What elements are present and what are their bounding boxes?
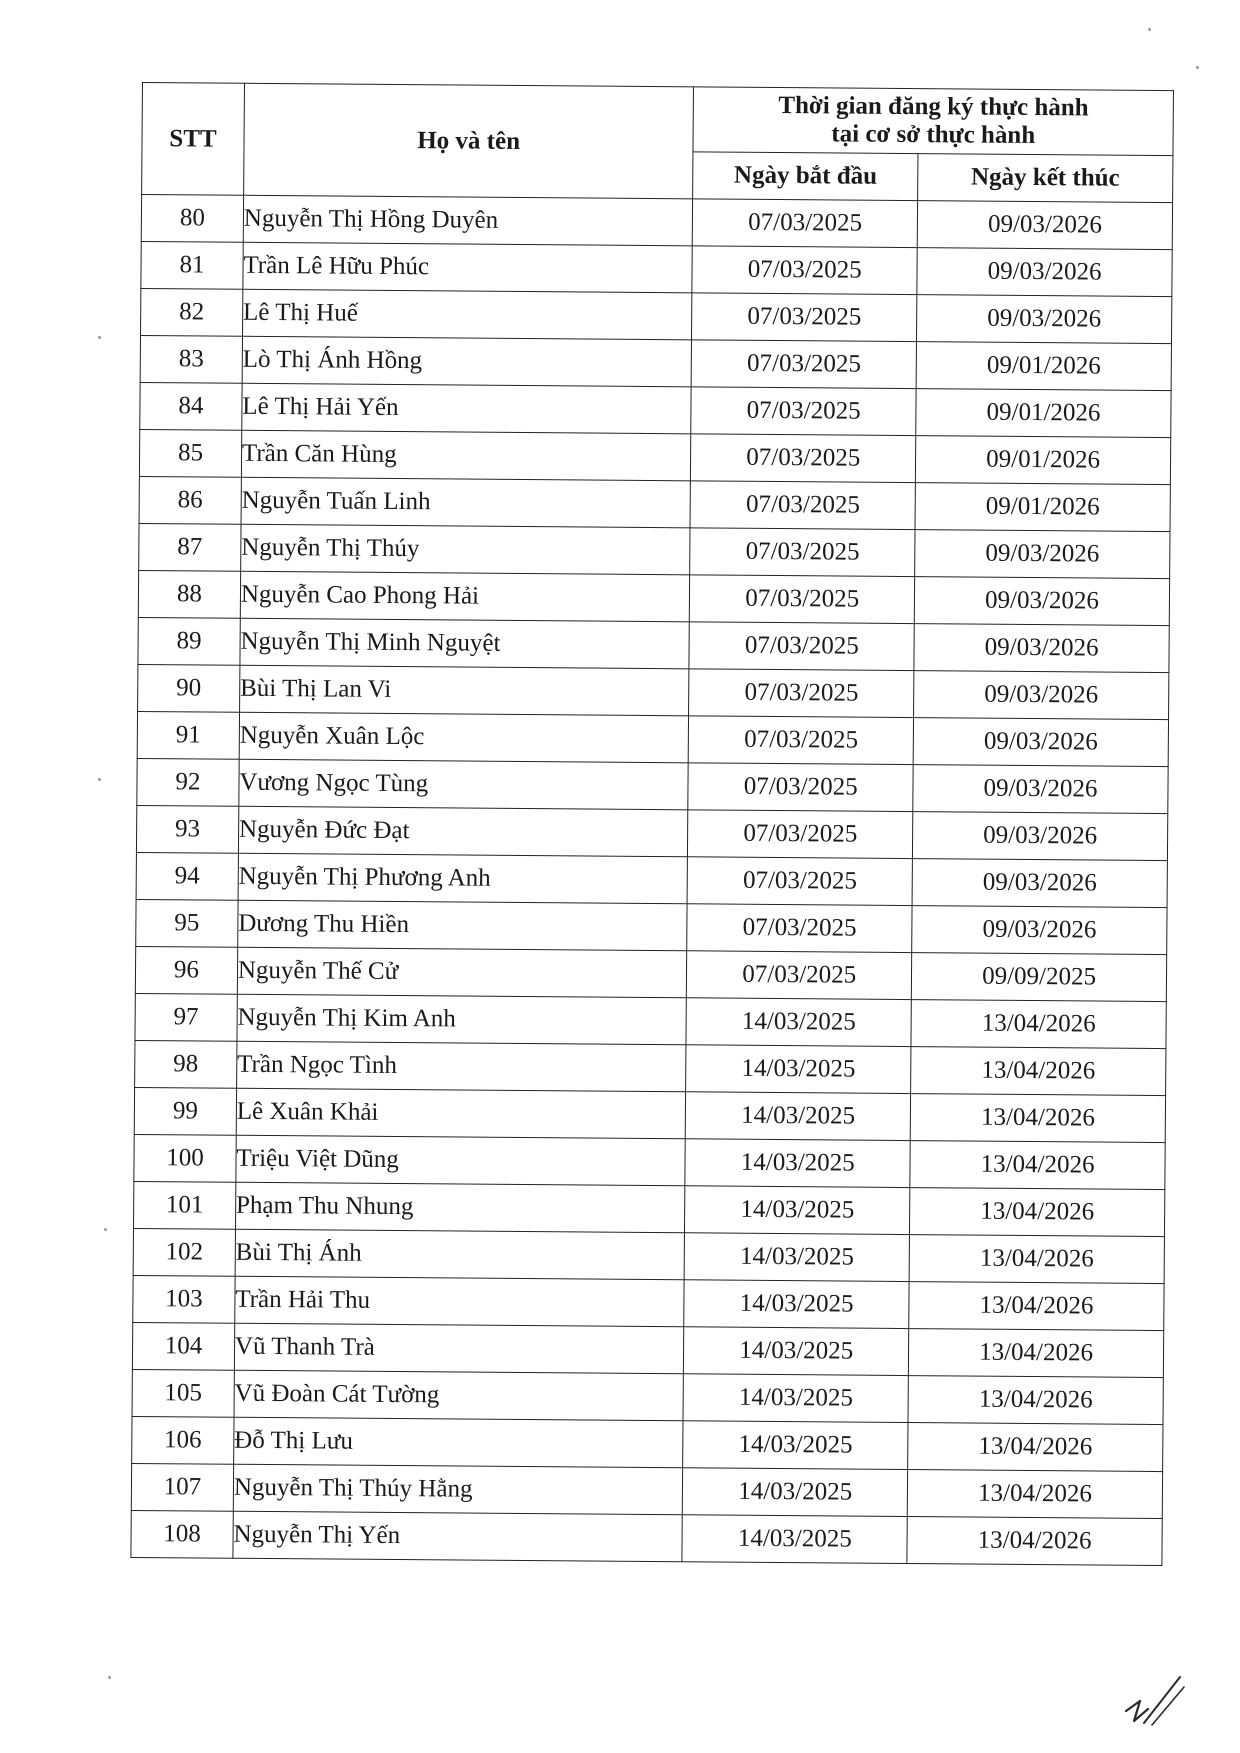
row-stt: 86 bbox=[139, 476, 241, 524]
row-end-date: 13/04/2026 bbox=[909, 1329, 1164, 1378]
row-name: Nguyễn Thị Kim Anh bbox=[237, 994, 687, 1045]
row-end-date: 09/03/2026 bbox=[914, 624, 1169, 673]
table-row bbox=[138, 617, 1169, 672]
row-end-date: 09/03/2026 bbox=[913, 812, 1168, 861]
row-name: Dương Thu Hiền bbox=[238, 900, 688, 951]
table-row bbox=[140, 382, 1171, 437]
row-start-date: 14/03/2025 bbox=[682, 1515, 907, 1564]
row-stt: 95 bbox=[136, 899, 238, 947]
row-stt: 94 bbox=[136, 852, 238, 900]
row-stt: 91 bbox=[137, 711, 239, 759]
row-start-date: 14/03/2025 bbox=[686, 998, 911, 1047]
row-stt: 106 bbox=[132, 1416, 234, 1464]
row-stt: 100 bbox=[134, 1134, 236, 1182]
table-row bbox=[133, 1275, 1164, 1330]
table-row bbox=[135, 1040, 1166, 1095]
row-name: Nguyễn Đức Đạt bbox=[238, 806, 688, 857]
row-name: Nguyễn Thị Minh Nguyệt bbox=[240, 618, 690, 669]
row-stt: 107 bbox=[131, 1463, 233, 1511]
row-name: Trần Lê Hữu Phúc bbox=[243, 242, 693, 293]
table-row bbox=[137, 758, 1168, 813]
row-end-date: 09/01/2026 bbox=[915, 483, 1170, 532]
row-start-date: 14/03/2025 bbox=[685, 1186, 910, 1235]
row-name: Lê Xuân Khải bbox=[236, 1088, 686, 1139]
scan-speck bbox=[1148, 28, 1151, 31]
row-name: Trần Ngọc Tình bbox=[237, 1041, 687, 1092]
table-row bbox=[136, 852, 1167, 907]
row-name: Trần Hải Thu bbox=[235, 1276, 685, 1327]
table-row bbox=[134, 1134, 1165, 1189]
table-header bbox=[142, 83, 1174, 203]
row-start-date: 07/03/2025 bbox=[691, 434, 916, 483]
handwritten-initial-icon bbox=[1118, 1665, 1188, 1735]
row-stt: 89 bbox=[138, 617, 240, 665]
row-end-date: 09/03/2026 bbox=[912, 906, 1167, 955]
row-stt: 88 bbox=[138, 570, 240, 618]
row-start-date: 07/03/2025 bbox=[692, 246, 917, 295]
row-end-date: 09/03/2026 bbox=[914, 671, 1169, 720]
row-stt: 82 bbox=[141, 288, 243, 336]
row-start-date: 07/03/2025 bbox=[688, 763, 913, 812]
row-name: Lò Thị Ánh Hồng bbox=[242, 336, 692, 387]
row-start-date: 07/03/2025 bbox=[690, 528, 915, 577]
row-name: Nguyễn Thị Thúy Hằng bbox=[233, 1464, 683, 1515]
row-end-date: 13/04/2026 bbox=[907, 1517, 1162, 1566]
row-name: Vũ Đoàn Cát Tường bbox=[234, 1370, 684, 1421]
row-start-date: 14/03/2025 bbox=[686, 1045, 911, 1094]
header-end-date: Ngày kết thúc bbox=[918, 154, 1173, 203]
row-end-date: 13/04/2026 bbox=[908, 1423, 1163, 1472]
row-stt: 102 bbox=[133, 1228, 235, 1276]
table-row bbox=[141, 195, 1172, 250]
row-end-date: 09/03/2026 bbox=[912, 859, 1167, 908]
row-stt: 87 bbox=[139, 523, 241, 571]
row-name: Triệu Việt Dũng bbox=[236, 1135, 686, 1186]
table-row bbox=[141, 288, 1172, 343]
row-stt: 93 bbox=[136, 805, 238, 853]
row-stt: 97 bbox=[135, 993, 237, 1041]
header-stt: STT bbox=[142, 83, 245, 196]
row-stt: 105 bbox=[132, 1369, 234, 1417]
table-row bbox=[136, 805, 1167, 860]
row-start-date: 14/03/2025 bbox=[686, 1092, 911, 1141]
row-name: Nguyễn Thị Yến bbox=[233, 1511, 683, 1562]
table-row bbox=[137, 711, 1168, 766]
row-stt: 104 bbox=[132, 1322, 234, 1370]
scan-speck bbox=[98, 336, 101, 339]
row-end-date: 13/04/2026 bbox=[909, 1235, 1164, 1284]
row-start-date: 07/03/2025 bbox=[693, 199, 918, 248]
row-name: Nguyễn Tuấn Linh bbox=[241, 477, 691, 528]
row-end-date: 13/04/2026 bbox=[911, 1000, 1166, 1049]
registration-table bbox=[130, 82, 1174, 1566]
row-end-date: 13/04/2026 bbox=[909, 1282, 1164, 1331]
row-end-date: 09/01/2026 bbox=[916, 436, 1171, 485]
table-row bbox=[135, 993, 1166, 1048]
row-start-date: 07/03/2025 bbox=[691, 340, 916, 389]
table-row bbox=[131, 1510, 1162, 1565]
row-name: Lê Thị Huế bbox=[242, 289, 692, 340]
row-start-date: 07/03/2025 bbox=[688, 810, 913, 859]
table-row bbox=[135, 946, 1166, 1001]
row-start-date: 14/03/2025 bbox=[685, 1139, 910, 1188]
scan-speck bbox=[104, 1228, 107, 1231]
row-name: Đỗ Thị Lưu bbox=[234, 1417, 684, 1468]
row-name: Bùi Thị Ánh bbox=[235, 1229, 685, 1280]
row-start-date: 07/03/2025 bbox=[687, 951, 912, 1000]
table-row bbox=[139, 476, 1170, 531]
row-name: Trần Căn Hùng bbox=[241, 430, 691, 481]
row-stt: 98 bbox=[135, 1040, 237, 1088]
row-stt: 81 bbox=[141, 241, 243, 289]
table-row bbox=[133, 1181, 1164, 1236]
row-end-date: 09/03/2026 bbox=[917, 295, 1172, 344]
row-end-date: 09/03/2026 bbox=[913, 718, 1168, 767]
row-end-date: 13/04/2026 bbox=[908, 1376, 1163, 1425]
table-row bbox=[131, 1463, 1162, 1518]
row-start-date: 07/03/2025 bbox=[689, 669, 914, 718]
table-row bbox=[141, 241, 1172, 296]
header-period-line2: tại cơ sở thực hành bbox=[831, 120, 1036, 150]
row-start-date: 14/03/2025 bbox=[684, 1280, 909, 1329]
row-end-date: 09/03/2026 bbox=[913, 765, 1168, 814]
row-name: Vũ Thanh Trà bbox=[234, 1323, 684, 1374]
row-end-date: 13/04/2026 bbox=[910, 1141, 1165, 1190]
header-name: Họ và tên bbox=[244, 83, 694, 199]
row-stt: 101 bbox=[133, 1181, 235, 1229]
row-stt: 99 bbox=[134, 1087, 236, 1135]
scan-speck bbox=[108, 1676, 111, 1679]
row-start-date: 14/03/2025 bbox=[684, 1327, 909, 1376]
row-start-date: 07/03/2025 bbox=[691, 387, 916, 436]
row-name: Nguyễn Thế Cử bbox=[237, 947, 687, 998]
row-start-date: 07/03/2025 bbox=[690, 575, 915, 624]
row-name: Phạm Thu Nhung bbox=[235, 1182, 685, 1233]
row-name: Nguyễn Thị Hồng Duyên bbox=[243, 195, 693, 246]
row-start-date: 14/03/2025 bbox=[684, 1233, 909, 1282]
row-name: Nguyễn Xuân Lộc bbox=[239, 712, 689, 763]
table-row bbox=[139, 523, 1170, 578]
row-end-date: 09/01/2026 bbox=[916, 342, 1171, 391]
row-end-date: 09/03/2026 bbox=[917, 201, 1172, 250]
row-stt: 108 bbox=[131, 1510, 233, 1558]
row-end-date: 13/04/2026 bbox=[910, 1094, 1165, 1143]
row-start-date: 07/03/2025 bbox=[687, 904, 912, 953]
row-end-date: 09/03/2026 bbox=[917, 248, 1172, 297]
row-end-date: 13/04/2026 bbox=[910, 1188, 1165, 1237]
table-row bbox=[136, 899, 1167, 954]
row-stt: 92 bbox=[137, 758, 239, 806]
row-name: Nguyễn Thị Phương Anh bbox=[238, 853, 688, 904]
row-end-date: 09/03/2026 bbox=[915, 530, 1170, 579]
row-start-date: 14/03/2025 bbox=[683, 1468, 908, 1517]
table-row bbox=[140, 335, 1171, 390]
row-end-date: 13/04/2026 bbox=[911, 1047, 1166, 1096]
header-period-line1: Thời gian đăng ký thực hành bbox=[778, 91, 1089, 122]
row-end-date: 09/01/2026 bbox=[916, 389, 1171, 438]
row-stt: 80 bbox=[141, 195, 243, 243]
table-body bbox=[131, 195, 1173, 1566]
table-row bbox=[134, 1087, 1165, 1142]
row-start-date: 07/03/2025 bbox=[690, 481, 915, 530]
row-start-date: 07/03/2025 bbox=[689, 716, 914, 765]
scan-speck bbox=[98, 778, 101, 781]
table-row bbox=[132, 1322, 1163, 1377]
table-row bbox=[138, 664, 1169, 719]
table-row bbox=[138, 570, 1169, 625]
row-start-date: 07/03/2025 bbox=[687, 857, 912, 906]
row-name: Bùi Thị Lan Vi bbox=[239, 665, 689, 716]
row-end-date: 13/04/2026 bbox=[907, 1470, 1162, 1519]
table-row bbox=[132, 1416, 1163, 1471]
row-name: Nguyễn Cao Phong Hải bbox=[240, 571, 690, 622]
row-name: Lê Thị Hải Yến bbox=[242, 383, 692, 434]
row-start-date: 14/03/2025 bbox=[683, 1421, 908, 1470]
table-row bbox=[139, 429, 1170, 484]
row-stt: 83 bbox=[140, 335, 242, 383]
header-start-date: Ngày bắt đầu bbox=[693, 152, 918, 201]
row-stt: 84 bbox=[140, 382, 242, 430]
row-end-date: 09/09/2025 bbox=[911, 953, 1166, 1002]
row-stt: 90 bbox=[138, 664, 240, 712]
row-name: Vương Ngọc Tùng bbox=[239, 759, 689, 810]
row-start-date: 14/03/2025 bbox=[683, 1374, 908, 1423]
scan-speck bbox=[1196, 66, 1199, 69]
row-stt: 85 bbox=[139, 429, 241, 477]
header-period bbox=[693, 87, 1173, 156]
table-row bbox=[132, 1369, 1163, 1424]
row-end-date: 09/03/2026 bbox=[914, 577, 1169, 626]
row-start-date: 07/03/2025 bbox=[692, 293, 917, 342]
row-stt: 103 bbox=[133, 1275, 235, 1323]
table-row bbox=[133, 1228, 1164, 1283]
row-stt: 96 bbox=[135, 946, 237, 994]
row-name: Nguyễn Thị Thúy bbox=[241, 524, 691, 575]
row-start-date: 07/03/2025 bbox=[689, 622, 914, 671]
